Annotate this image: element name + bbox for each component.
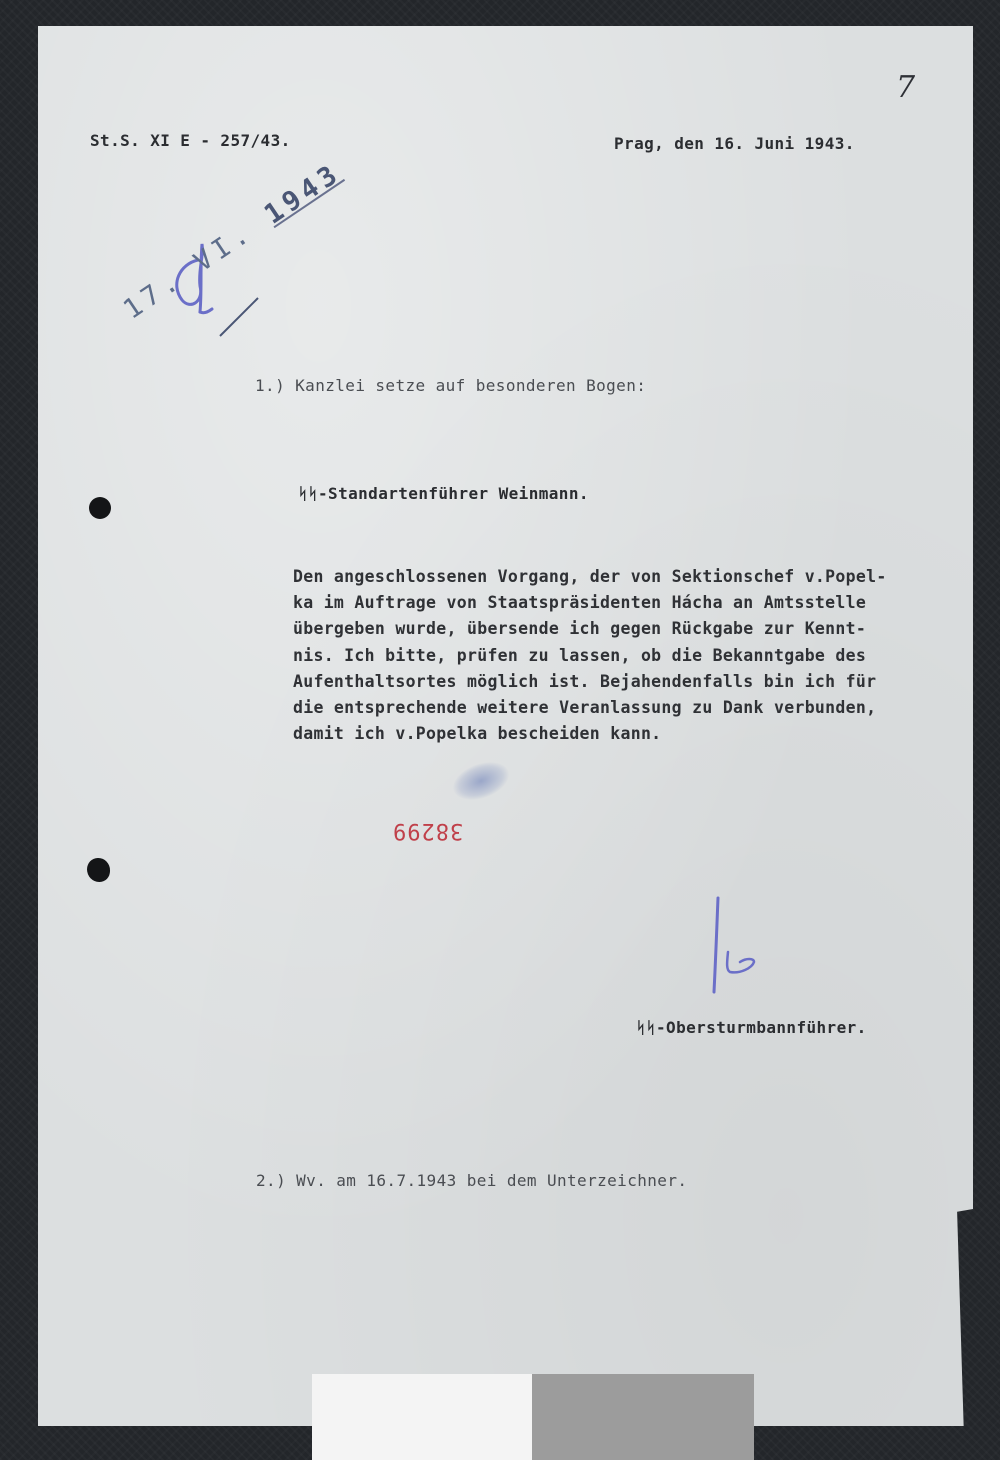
letter-body-line: damit ich v.Popelka bescheiden kann. (293, 724, 662, 744)
signatory-rank: ᛋᛋ-Obersturmbannführer. (636, 1018, 867, 1037)
addressee-line: ᛋᛋ-Standartenführer Weinmann. (298, 484, 589, 503)
calibration-patch-grey (532, 1374, 754, 1460)
instruction-item-2: 2.) Wv. am 16.7.1943 bei dem Unterzeichner. (256, 1171, 688, 1190)
letter-body-line: übergeben wurde, übersende ich gegen Rückgabe zur Kennt- (293, 619, 867, 639)
letter-body-line: nis. Ich bitte, prüfen zu lassen, ob die Bekanntgabe des (293, 645, 867, 665)
calibration-patch-white (312, 1374, 532, 1460)
punch-hole-upper (89, 497, 111, 519)
reference-number: St.S. XI E - 257/43. (90, 131, 291, 150)
letter-body (293, 564, 963, 747)
letter-body-line: Aufenthaltsortes möglich ist. Bejahendenfalls bin ich für (293, 671, 877, 691)
place-and-date: Prag, den 16. Juni 1943. (614, 134, 855, 153)
received-stamp-day: 17. VI. (118, 204, 277, 326)
red-registry-number: 38299 (392, 818, 464, 843)
letter-body-line: die entsprechende weitere Veranlassung zu Dank verbunden, (293, 698, 877, 718)
received-stamp-year: 1943 (258, 157, 347, 231)
letter-body-line: Den angeschlossenen Vorgang, der von Sektionschef v.Popel- (293, 567, 887, 586)
handwritten-signature (700, 892, 770, 1002)
punch-hole-lower (87, 858, 110, 882)
scan-calibration-bar (312, 1374, 754, 1460)
letter-body-line: ka im Auftrage von Staatspräsidenten Hácha an Amtsstelle (293, 593, 867, 613)
instruction-item-1: 1.) Kanzlei setze auf besonderen Bogen: (255, 376, 647, 395)
page-number: 7 (896, 70, 916, 105)
